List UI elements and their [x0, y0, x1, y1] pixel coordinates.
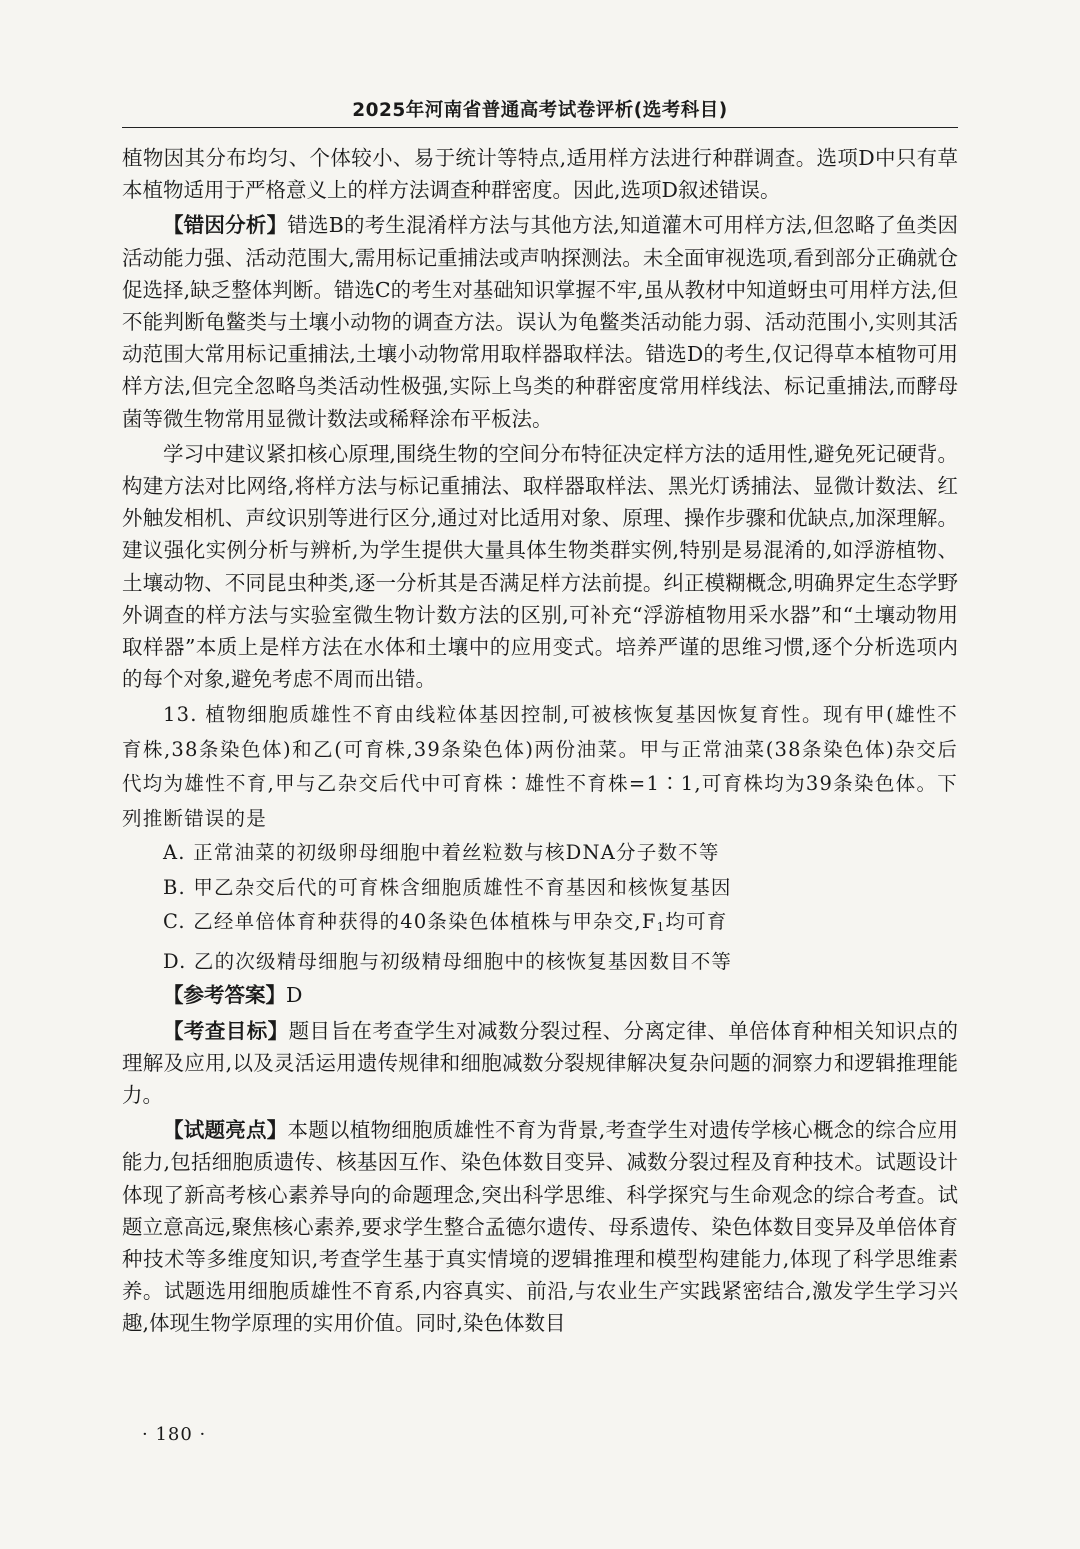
objective-text: 题目旨在考查学生对减数分裂过程、分离定律、单倍体育种相关知识点的理解及应用,以及灵活运用遗传规律和细胞减数分裂规律解决复杂问题的洞察力和逻辑推理能力。	[122, 1018, 959, 1108]
answer-tag: 【参考答案】	[163, 983, 286, 1008]
objective-tag: 【考查目标】	[163, 1018, 289, 1043]
option-b: B. 甲乙杂交后代的可育株含细胞质雄性不育基因和核恢复基因	[163, 875, 732, 899]
running-header: 2025年河南省普通高考试卷评析(选考科目)	[352, 100, 728, 121]
error-analysis-tag: 【错因分析】	[163, 213, 288, 238]
option-a: A. 正常油菜的初级卵母细胞中着丝粒数与核DNA分子数不等	[163, 841, 720, 865]
paragraph-sampling-conclusion: 植物因其分布均匀、个体较小、易于统计等特点,适用样方法进行种群调查。选项D中只有草本植物适用于严格意义上的样方法调查种群密度。因此,选项D叙述错误。	[122, 146, 958, 203]
paragraph-study-advice: 学习中建议紧扣核心原理,围绕生物的空间分布特征决定样方法的适用性,避免死记硬背。构建方法对比网络,将样方法与标记重捕法、取样器取样法、黑光灯诱捕法、显微计数法、红外触发相机、声纹识别等进行区分,通过对比适用对象、原理、操作步骤和优缺点,加深理解。建议强化实例分析与辨析,为学生提供大量具体生物类群实例,特别是易混淆的,如浮游植物、土壤动物、不同昆虫种类,逐一分析其是否满足样方法前提。纠正模糊概念,明确界定生态学野外调查的样方法与实验室微生物计数方法的区别,可补充“浮游植物用采水器”和“土壤动物用取样器”本质上是样方法在水体和土壤中的应用变式。培养严谨的思维习惯,逐个分析选项内的每个对象,避免考虑不周而出错。	[122, 441, 958, 692]
error-analysis-text: 错选B的考生混淆样方法与其他方法,知道灌木可用样方法,但忽略了鱼类因活动能力强、活动范围大,需用标记重捕法或声呐探测法。未全面审视选项,看到部分正确就仓促选择,缺乏整体判断。错选C的考生对基础知识掌握不牢,虽从教材中知道蚜虫可用样方法,但不能判断龟鳖类与土壤小动物的调查方法。误认为龟鳖类活动能力弱、活动范围小,实则其活动范围大常用标记重捕法,土壤小动物常用取样器取样法。错选D的考生,仅记得草本植物可用样方法,但完全忽略鸟类活动性极强,实际上鸟类的种群密度常用样线法、标记重捕法,而酵母菌等微生物常用显微计数法或稀释涂布平板法。	[122, 213, 958, 431]
page-body	[122, 142, 958, 1340]
page-number: · 180 ·	[142, 1424, 207, 1445]
option-c-text: C. 乙经单倍体育种获得的40条染色体植株与甲杂交,F	[163, 910, 657, 934]
answer-value: D	[286, 983, 303, 1008]
option-c-tail: 均可育	[665, 910, 728, 934]
paragraph-error-analysis	[122, 209, 958, 434]
paragraph-highlights	[122, 1114, 958, 1339]
paragraph-objective	[122, 1015, 958, 1112]
answer-line	[122, 979, 958, 1011]
option-c-subscript: 1	[656, 920, 666, 935]
option-d: D. 乙的次级精母细胞与初级精母细胞中的核恢复基因数目不等	[163, 949, 733, 973]
option-c	[122, 905, 958, 945]
header-rule	[122, 127, 958, 128]
highlights-tag: 【试题亮点】	[163, 1118, 288, 1143]
question-13-stem: 13. 植物细胞质雄性不育由线粒体基因控制,可被核恢复基因恢复育性。现有甲(雄性不育株,38条染色体)和乙(可育株,39条染色体)两份油菜。甲与正常油菜(38条染色体)杂交后代均为雄性不育,甲与乙杂交后代中可育株∶雄性不育株=1∶1,可育株均为39条染色体。下列推断错误的是	[122, 703, 958, 830]
highlights-text: 本题以植物细胞质雄性不育为背景,考查学生对遗传学核心概念的综合应用能力,包括细胞质遗传、核基因互作、染色体数目变异、减数分裂过程及育种技术。试题设计体现了新高考核心素养导向的命题理念,突出科学思维、科学探究与生命观念的综合考查。试题立意高远,聚焦核心素养,要求学生整合孟德尔遗传、母系遗传、染色体数目变异及单倍体育种技术等多维度知识,考查学生基于真实情境的逻辑推理和模型构建能力,体现了科学思维素养。试题选用细胞质雄性不育系,内容真实、前沿,与农业生产实践紧密结合,激发学生学习兴趣,体现生物学原理的实用价值。同时,染色体数目	[122, 1118, 959, 1336]
